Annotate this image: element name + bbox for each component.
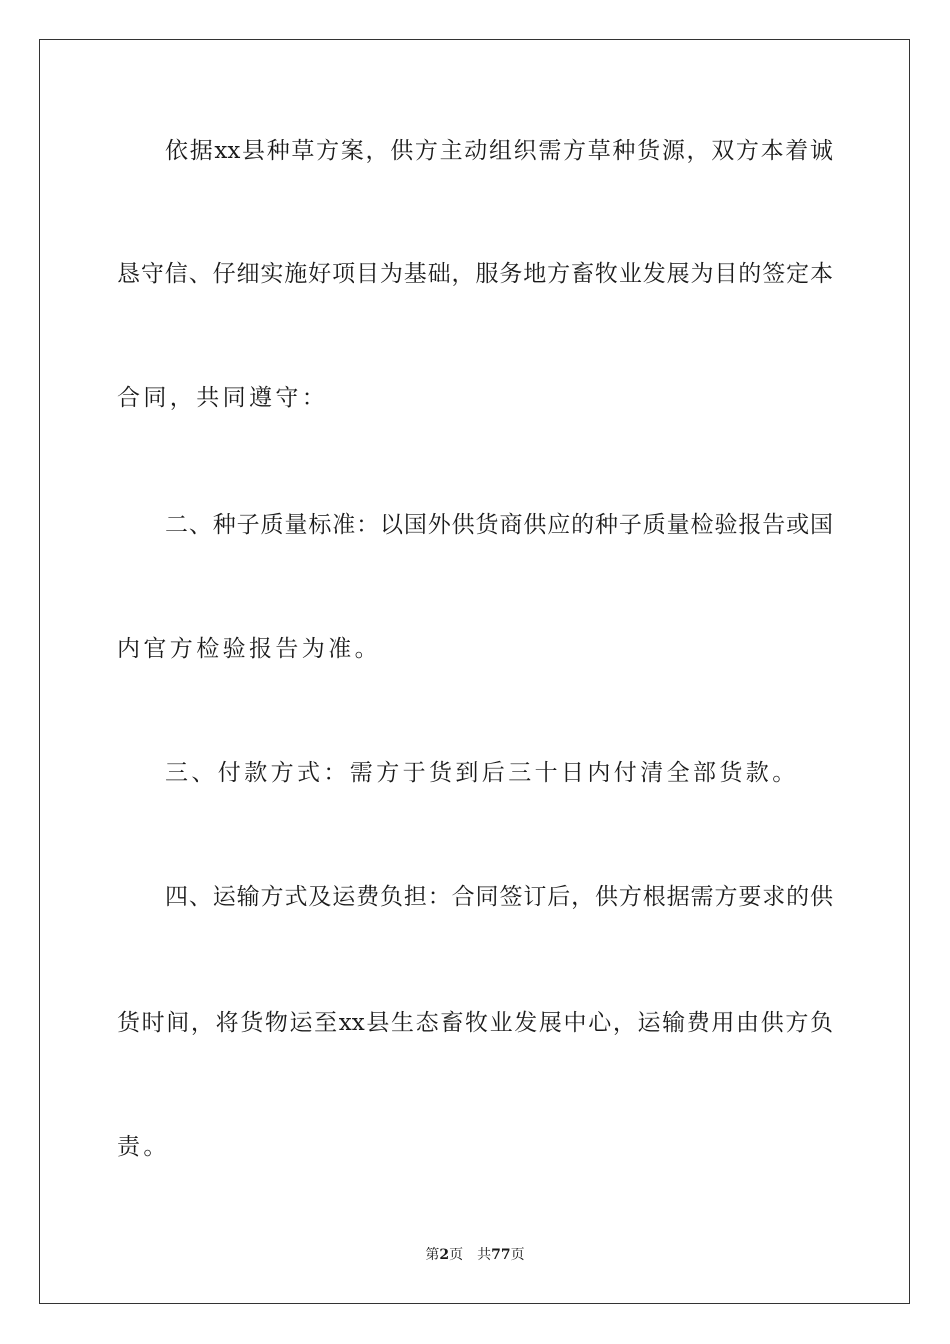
footer-page-suffix: 页 xyxy=(449,1247,464,1263)
paragraph-line: 依据xx县种草方案，供方主动组织需方草种货源，双方本着诚 xyxy=(165,138,833,164)
page-frame xyxy=(39,39,910,1304)
paragraph-line: 二、种子质量标准：以国外供货商供应的种子质量检验报告或国 xyxy=(165,512,833,538)
paragraph-line: 责。 xyxy=(117,1134,170,1160)
paragraph-line: 内官方检验报告为准。 xyxy=(117,636,381,662)
paragraph-line: 三、付款方式：需方于货到后三十日内付清全部货款。 xyxy=(165,760,799,786)
paragraph-line: 货时间，将货物运至xx县生态畜牧业发展中心，运输费用由供方负 xyxy=(117,1010,833,1036)
paragraph-line: 四、运输方式及运费负担：合同签订后，供方根据需方要求的供 xyxy=(165,884,833,910)
footer-total-prefix: 共 xyxy=(477,1247,492,1263)
paragraph-line: 合同，共同遵守： xyxy=(117,385,329,411)
page-footer xyxy=(0,1246,950,1264)
footer-total-suffix: 页 xyxy=(510,1247,525,1263)
footer-total-pages: 77 xyxy=(491,1247,511,1263)
footer-page-prefix: 第 xyxy=(425,1247,440,1263)
paragraph-line: 恳守信、仔细实施好项目为基础，服务地方畜牧业发展为目的签定本 xyxy=(117,261,833,287)
footer-page-number: 2 xyxy=(439,1247,450,1263)
